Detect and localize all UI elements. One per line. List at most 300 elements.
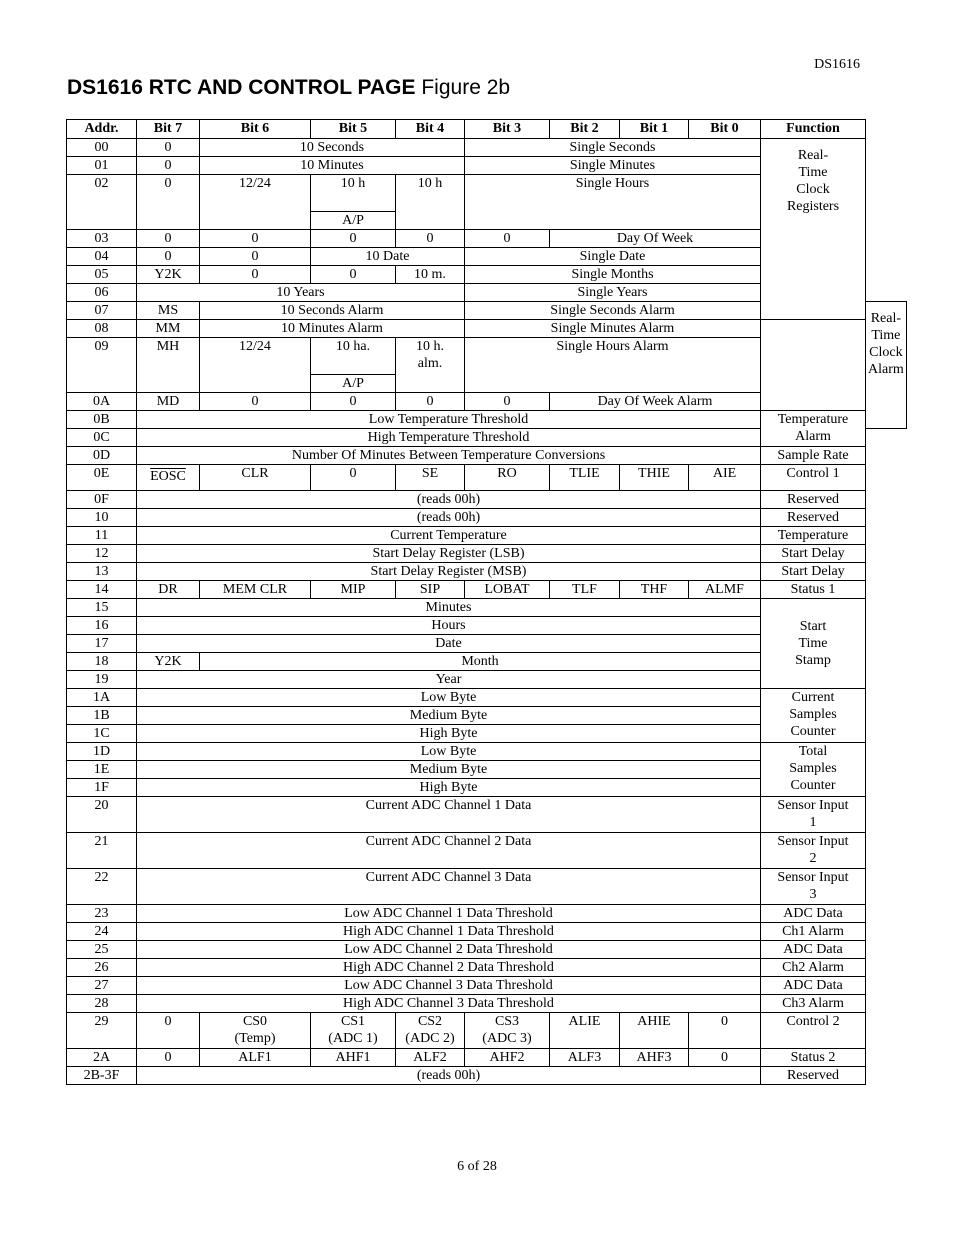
bit-cell: [465, 1013, 550, 1049]
cell-text: ALIE: [568, 1014, 601, 1029]
table-row: [67, 139, 907, 157]
bit-cell: [137, 175, 200, 230]
cell-text: 10 ha.: [335, 339, 371, 354]
address-cell: [67, 1049, 137, 1067]
bit-cell: [137, 527, 761, 545]
bit-cell: [311, 465, 396, 491]
function-cell: [761, 509, 866, 527]
bit-cell: [396, 465, 465, 491]
table-row: [67, 689, 907, 707]
bit-cell: [311, 1049, 396, 1067]
bit-cell: [137, 995, 761, 1013]
bit-cell: [465, 284, 761, 302]
cell-text: 1E: [93, 762, 110, 777]
bit-cell: [137, 1049, 200, 1067]
cell-text: 0: [349, 394, 357, 409]
overlined-bit-label: EOSC: [150, 469, 186, 484]
cell-text: THF: [640, 582, 668, 597]
address-cell: [67, 509, 137, 527]
cell-text: Month: [461, 654, 499, 669]
cell-text: Temperature Alarm: [777, 412, 849, 444]
cell-text: High Temperature Threshold: [367, 430, 530, 445]
bit-cell: [200, 653, 761, 671]
bit-cell: [137, 779, 761, 797]
cell-text: Real- Time Clock Alarm: [868, 311, 904, 377]
cell-text: ALF3: [567, 1050, 602, 1065]
table-row: [67, 743, 907, 761]
cell-text: 0: [426, 394, 434, 409]
address-cell: [67, 617, 137, 635]
table-row: [67, 1013, 907, 1049]
column-header: Bit 1: [620, 120, 689, 139]
cell-text: 10 h: [340, 176, 366, 191]
address-cell: [67, 429, 137, 447]
bit-cell: [620, 1013, 689, 1049]
cell-text: Number Of Minutes Between Temperature Conversions: [291, 448, 606, 463]
cell-text: MD: [156, 394, 180, 409]
cell-text: 12: [94, 546, 109, 561]
cell-text: Single Years: [577, 285, 648, 300]
title-figure: Figure 2b: [421, 76, 511, 99]
cell-text: ALMF: [705, 582, 744, 597]
cell-text: High Byte: [419, 780, 478, 795]
function-cell: [761, 581, 866, 599]
cell-text: A/P: [342, 376, 364, 391]
address-cell: [67, 248, 137, 266]
cell-text: Ch3 Alarm: [782, 996, 844, 1011]
function-cell: [761, 563, 866, 581]
function-cell: [761, 527, 866, 545]
cell-text: Temperature: [777, 528, 849, 543]
bit-cell: [200, 157, 465, 175]
cell-text: 0A: [92, 394, 111, 409]
bit-cell: [137, 761, 761, 779]
function-cell: [761, 1013, 866, 1049]
cell-text: 19: [94, 672, 109, 687]
address-cell: [67, 284, 137, 302]
cell-text: Start Delay Register (MSB): [370, 564, 527, 579]
cell-text: 0B: [93, 412, 110, 427]
function-cell: [761, 797, 866, 833]
cell-text: Medium Byte: [409, 708, 488, 723]
table-row: [67, 563, 907, 581]
bit-cell: [311, 230, 396, 248]
cell-text: 0: [349, 231, 357, 246]
bit-cell: [689, 465, 761, 491]
cell-text: 10 m.: [414, 267, 446, 282]
address-cell: [67, 797, 137, 833]
address-cell: [67, 527, 137, 545]
cell-text: Ch1 Alarm: [782, 924, 844, 939]
cell-text: 22: [94, 870, 109, 885]
cell-text: Current ADC Channel 1 Data: [365, 798, 532, 813]
cell-text: 17: [94, 636, 109, 651]
cell-text: AHF3: [636, 1050, 672, 1065]
bit-cell: [689, 1013, 761, 1049]
cell-text: 1B: [93, 708, 110, 723]
cell-text: Low ADC Channel 3 Data Threshold: [344, 978, 553, 993]
cell-text: 10 Date: [365, 249, 410, 264]
cell-text: Start Delay: [781, 564, 845, 579]
cell-text: Real- Time Clock Registers: [786, 148, 840, 214]
bit-cell: [137, 248, 200, 266]
function-cell: [761, 833, 866, 869]
bit-cell: [396, 581, 465, 599]
cell-text: Single Date: [579, 249, 646, 264]
cell-text: 07: [94, 303, 109, 318]
cell-text: Day Of Week: [616, 231, 694, 246]
bit-cell: [689, 1049, 761, 1067]
column-header: Bit 4: [396, 120, 465, 139]
bit-cell: [620, 465, 689, 491]
bit-cell: [200, 465, 311, 491]
function-cell: [761, 941, 866, 959]
cell-text: 10 Minutes: [300, 158, 364, 173]
cell-text: ADC Data: [783, 978, 843, 993]
function-cell: [761, 923, 866, 941]
column-header: Addr.: [67, 120, 137, 139]
cell-text: 12/24: [239, 176, 271, 191]
bit-cell: [396, 1013, 465, 1049]
bit-cell: [137, 411, 761, 429]
bit-cell: [200, 581, 311, 599]
function-cell: [761, 743, 866, 797]
cell-text: Y2K: [154, 267, 182, 282]
function-cell: [761, 995, 866, 1013]
cell-text: Sensor Input 1: [777, 798, 849, 830]
bit-cell: [137, 959, 761, 977]
address-cell: [67, 320, 137, 338]
bit-cell: [465, 266, 761, 284]
bit-cell: [465, 320, 761, 338]
cell-text: 0: [721, 1050, 728, 1065]
cell-text: Low Byte: [420, 744, 477, 759]
cell-text: 16: [94, 618, 109, 633]
bit-cell: [311, 248, 465, 266]
bit-cell: [137, 617, 761, 635]
cell-text: TLIE: [569, 466, 600, 481]
cell-text: Status 1: [790, 582, 836, 597]
address-cell: [67, 139, 137, 157]
table-row: [67, 509, 907, 527]
bit-cell: [311, 338, 396, 375]
bit-cell: [137, 157, 200, 175]
address-cell: [311, 375, 396, 393]
cell-text: High ADC Channel 3 Data Threshold: [343, 996, 554, 1011]
bit-cell: [465, 139, 761, 157]
cell-text: Single Hours Alarm: [556, 339, 669, 354]
table-row: [67, 833, 907, 869]
cell-text: CS1 (ADC 1): [328, 1014, 378, 1046]
bit-cell: [465, 302, 761, 320]
bit-cell: [550, 230, 761, 248]
bit-cell: [137, 1067, 761, 1085]
cell-text: Sensor Input 2: [777, 834, 849, 866]
column-header: Bit 3: [465, 120, 550, 139]
cell-text: 0: [251, 267, 259, 282]
cell-text: Current ADC Channel 2 Data: [365, 834, 532, 849]
cell-text: MIP: [340, 582, 366, 597]
cell-text: Low Byte: [420, 690, 477, 705]
cell-text: 0: [251, 231, 259, 246]
cell-text: 21: [94, 834, 109, 849]
cell-text: LOBAT: [484, 582, 530, 597]
cell-text: 1C: [93, 726, 110, 741]
table-row: [67, 995, 907, 1013]
bit-cell: [200, 320, 465, 338]
cell-text: 0: [251, 249, 259, 264]
cell-text: CLR: [241, 466, 269, 481]
bit-cell: [137, 797, 761, 833]
cell-text: 2B-3F: [83, 1068, 120, 1083]
cell-text: 1F: [94, 780, 109, 795]
cell-text: Start Delay Register (LSB): [372, 546, 525, 561]
bit-cell: [550, 1049, 620, 1067]
header-row: [67, 120, 907, 139]
address-cell: [67, 465, 137, 491]
bit-cell: [200, 248, 311, 266]
bit-cell: [620, 1049, 689, 1067]
bit-cell: [137, 302, 200, 320]
function-cell: [761, 139, 866, 320]
cell-text: 0: [164, 140, 172, 155]
cell-text: Control 1: [786, 466, 840, 481]
cell-text: 01: [94, 158, 109, 173]
cell-text: 00: [94, 140, 109, 155]
column-header: Bit 6: [200, 120, 311, 139]
cell-text: Current Samples Counter: [789, 690, 837, 739]
column-header: Bit 0: [689, 120, 761, 139]
cell-text: 08: [94, 321, 109, 336]
bit-cell: [137, 599, 761, 617]
cell-text: Status 2: [790, 1050, 836, 1065]
address-cell: [67, 1013, 137, 1049]
bit-cell: [137, 653, 200, 671]
bit-cell: [550, 1013, 620, 1049]
bit-cell: [465, 338, 761, 393]
address-cell: [67, 689, 137, 707]
cell-text: CS2 (ADC 2): [405, 1014, 455, 1046]
function-cell: [761, 905, 866, 923]
bit-cell: [137, 139, 200, 157]
bit-cell: [200, 139, 465, 157]
table-row: [67, 959, 907, 977]
table-row: [67, 545, 907, 563]
cell-text: 2A: [92, 1050, 111, 1065]
table-row: [67, 797, 907, 833]
table-row: [67, 527, 907, 545]
cell-text: 1A: [92, 690, 111, 705]
cell-text: ADC Data: [783, 906, 843, 921]
cell-text: Start Time Stamp: [795, 619, 831, 668]
bit-cell: [137, 563, 761, 581]
address-cell: [67, 266, 137, 284]
bit-cell: [311, 1013, 396, 1049]
cell-text: ALF2: [413, 1050, 447, 1065]
table-row: [67, 581, 907, 599]
bit-cell: [465, 465, 550, 491]
bit-cell: [550, 581, 620, 599]
address-cell: [67, 491, 137, 509]
bit-cell: [137, 545, 761, 563]
cell-text: MEM CLR: [222, 582, 288, 597]
table-row: [67, 977, 907, 995]
cell-text: Start Delay: [781, 546, 845, 561]
cell-text: Single Seconds Alarm: [550, 303, 675, 318]
table-row: [67, 1067, 907, 1085]
bit-cell: [200, 1049, 311, 1067]
cell-text: 10: [94, 510, 109, 525]
cell-text: 0: [426, 231, 434, 246]
cell-text: High Byte: [419, 726, 478, 741]
cell-text: 02: [94, 176, 109, 191]
bit-cell: [137, 320, 200, 338]
bit-cell: [396, 393, 465, 411]
bit-cell: [311, 581, 396, 599]
cell-text: 03: [94, 231, 109, 246]
bit-cell: [396, 230, 465, 248]
cell-text: 10 h. alm.: [416, 339, 444, 371]
bit-cell: [465, 230, 550, 248]
table-body: [67, 139, 907, 1085]
table-row: [67, 320, 907, 338]
cell-text: AHIE: [637, 1014, 671, 1029]
bit-cell: [200, 266, 311, 284]
address-cell: [67, 941, 137, 959]
bit-cell: [137, 923, 761, 941]
cell-text: Reserved: [786, 1068, 840, 1083]
address-cell: [67, 157, 137, 175]
function-cell: [761, 977, 866, 995]
address-cell: [67, 959, 137, 977]
cell-text: Hours: [431, 618, 466, 633]
bit-cell: [200, 1013, 311, 1049]
address-cell: [67, 707, 137, 725]
bit-cell: [689, 581, 761, 599]
cell-text: AHF1: [335, 1050, 371, 1065]
cell-text: Current ADC Channel 3 Data: [365, 870, 532, 885]
cell-text: (reads 00h): [416, 492, 481, 507]
cell-text: 11: [94, 528, 109, 543]
cell-text: High ADC Channel 2 Data Threshold: [343, 960, 554, 975]
cell-text: ADC Data: [783, 942, 843, 957]
bit-cell: [311, 175, 396, 212]
bit-cell: [137, 743, 761, 761]
bit-cell: [200, 393, 311, 411]
register-table: [66, 119, 907, 1085]
bit-cell: [620, 581, 689, 599]
table-row: [67, 905, 907, 923]
bit-cell: [137, 447, 761, 465]
address-cell: [67, 447, 137, 465]
table-row: [67, 465, 907, 491]
function-cell: [761, 447, 866, 465]
address-cell: [67, 923, 137, 941]
bit-cell: [137, 230, 200, 248]
cell-text: 15: [94, 600, 109, 615]
cell-text: 0: [349, 267, 357, 282]
bit-cell: [137, 941, 761, 959]
cell-text: 24: [94, 924, 109, 939]
column-header: Bit 7: [137, 120, 200, 139]
cell-text: SIP: [419, 582, 441, 597]
address-cell: [67, 1067, 137, 1085]
address-cell: [67, 230, 137, 248]
bit-cell: [465, 581, 550, 599]
cell-text: 0: [503, 231, 511, 246]
cell-text: Total Samples Counter: [789, 744, 837, 793]
table-header: [67, 120, 907, 139]
table-row: [67, 869, 907, 905]
bit-cell: [465, 248, 761, 266]
bit-cell: [137, 833, 761, 869]
bit-cell: [200, 175, 311, 230]
bit-cell: [137, 905, 761, 923]
bit-cell: [200, 338, 311, 393]
cell-text: 1D: [92, 744, 111, 759]
page-footer: 6 of 28: [457, 1159, 497, 1174]
cell-text: 0D: [92, 448, 111, 463]
cell-text: Low ADC Channel 2 Data Threshold: [344, 942, 553, 957]
cell-text: 0E: [93, 466, 110, 481]
address-cell: [67, 761, 137, 779]
table-row: [67, 1049, 907, 1067]
cell-text: TLF: [572, 582, 597, 597]
address-cell: [311, 212, 396, 230]
cell-text: 13: [94, 564, 109, 579]
address-cell: [67, 977, 137, 995]
cell-text: MH: [156, 339, 180, 354]
function-cell: [761, 869, 866, 905]
cell-text: 0C: [93, 430, 110, 445]
cell-text: 10 Seconds Alarm: [280, 303, 384, 318]
bit-cell: [137, 689, 761, 707]
bit-cell: [137, 1013, 200, 1049]
cell-text: MS: [157, 303, 179, 318]
cell-text: 20: [94, 798, 109, 813]
bit-cell: [137, 266, 200, 284]
cell-text: 28: [94, 996, 109, 1011]
cell-text: 12/24: [239, 339, 271, 354]
cell-text: 09: [94, 339, 109, 354]
bit-cell: [465, 175, 761, 230]
bit-cell: [550, 393, 761, 411]
bit-cell: [311, 266, 396, 284]
cell-text: Single Months: [571, 267, 654, 282]
function-cell: [761, 491, 866, 509]
cell-text: 0: [164, 158, 172, 173]
function-cell: [761, 465, 866, 491]
bit-cell: [137, 581, 200, 599]
bit-cell: [137, 338, 200, 393]
cell-text: 0: [251, 394, 259, 409]
address-cell: [67, 671, 137, 689]
cell-text: 25: [94, 942, 109, 957]
address-cell: [67, 393, 137, 411]
address-cell: [67, 635, 137, 653]
cell-text: Y2K: [154, 654, 182, 669]
part-number-header: DS1616: [814, 57, 860, 72]
cell-text: 10 Years: [276, 285, 325, 300]
cell-text: 26: [94, 960, 109, 975]
cell-text: 0: [721, 1014, 728, 1029]
cell-text: SE: [421, 466, 439, 481]
cell-text: Sensor Input 3: [777, 870, 849, 902]
cell-text: Medium Byte: [409, 762, 488, 777]
cell-text: 0: [164, 1014, 172, 1029]
address-cell: [67, 338, 137, 393]
function-cell: [866, 302, 907, 429]
